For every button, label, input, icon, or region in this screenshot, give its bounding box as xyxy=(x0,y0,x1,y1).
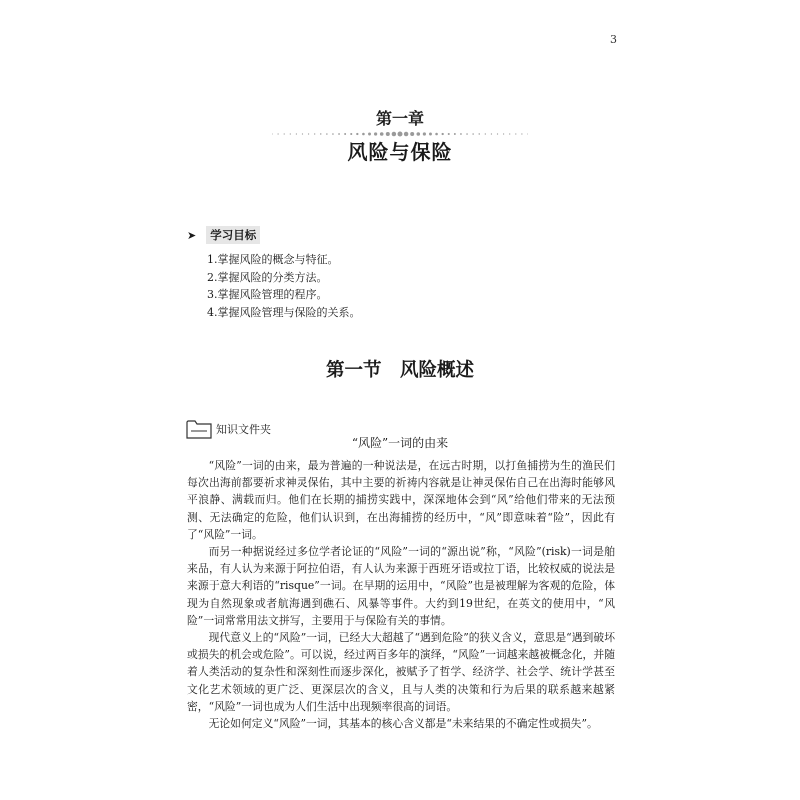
objectives-list xyxy=(207,251,361,321)
body-paragraph: 无论如何定义“风险”一词，其基本的核心含义都是“未来结果的不确定性或损失”。 xyxy=(208,717,598,731)
body-paragraph: 而另一种据说经过多位学者论证的“风险”一词的“源出说”称，“风险”(risk)一词是舶来品，有人认为来源于阿拉伯语，有人认为来源于西班牙语或拉丁语，比较权威的说法是来源于意大利语的“risque”一词。在早期的运用中，“风险”也是被理解为客观的危险，体现为自然现象或者航海遇到礁石、风暴等事件。大约到19世纪，在英文的使用中，“风险”一词常常用法文拼写，主要用于与保险有关的事情。 xyxy=(187,545,615,627)
objective-item: 3.掌握风险管理的程序。 xyxy=(207,288,328,301)
chapter-label: 第一章 xyxy=(375,109,424,128)
chapter-title: 风险与保险 xyxy=(347,140,453,164)
body-paragraph: “风险”一词的由来，最为普遍的一种说法是，在远古时期，以打鱼捕捞为生的渔民们每次出海前都要祈求神灵保佑，其中主要的祈祷内容就是让神灵保佑自己在出海时能够风平浪静、满载而归。他们在长期的捕捞实践中，深深地体会到“风”给他们带来的无法预测、无法确定的危险，他们认识到，在出海捕捞的经历中，“风”即意味着“险”，因此有了“风险”一词。 xyxy=(187,459,615,541)
knowledge-folder-label: 知识文件夹 xyxy=(216,423,271,436)
objectives-heading-label: 学习目标 xyxy=(206,226,260,244)
objective-item: 4.掌握风险管理与保险的关系。 xyxy=(207,305,361,319)
body-paragraph: 现代意义上的“风险”一词，已经大大超越了“遇到危险”的狭义含义，意思是“遇到破坏或损失的机会或危险”。可以说，经过两百多年的演绎，“风险”一词越来越被概念化，并随着人类活动的复杂性和深刻性而逐步深化，被赋予了哲学、经济学、社会学、统计学甚至文化艺术领域的更广泛、更深层次的含义，且与人类的决策和行为后果的联系越来越紧密，“风险”一词也成为人们生活中出现频率很高的词语。 xyxy=(187,631,615,713)
arrow-bullet-icon: ➤ xyxy=(187,228,197,242)
page-number: 3 xyxy=(610,33,617,46)
section-title: 第一节 风险概述 xyxy=(325,360,474,381)
objective-item: 1.掌握风险的概念与特征。 xyxy=(207,253,339,266)
objectives-heading xyxy=(187,226,260,244)
knowledge-box-title: “风险”一词的由来 xyxy=(351,436,449,450)
objective-item: 2.掌握风险的分类方法。 xyxy=(207,270,328,284)
knowledge-body xyxy=(187,457,615,732)
